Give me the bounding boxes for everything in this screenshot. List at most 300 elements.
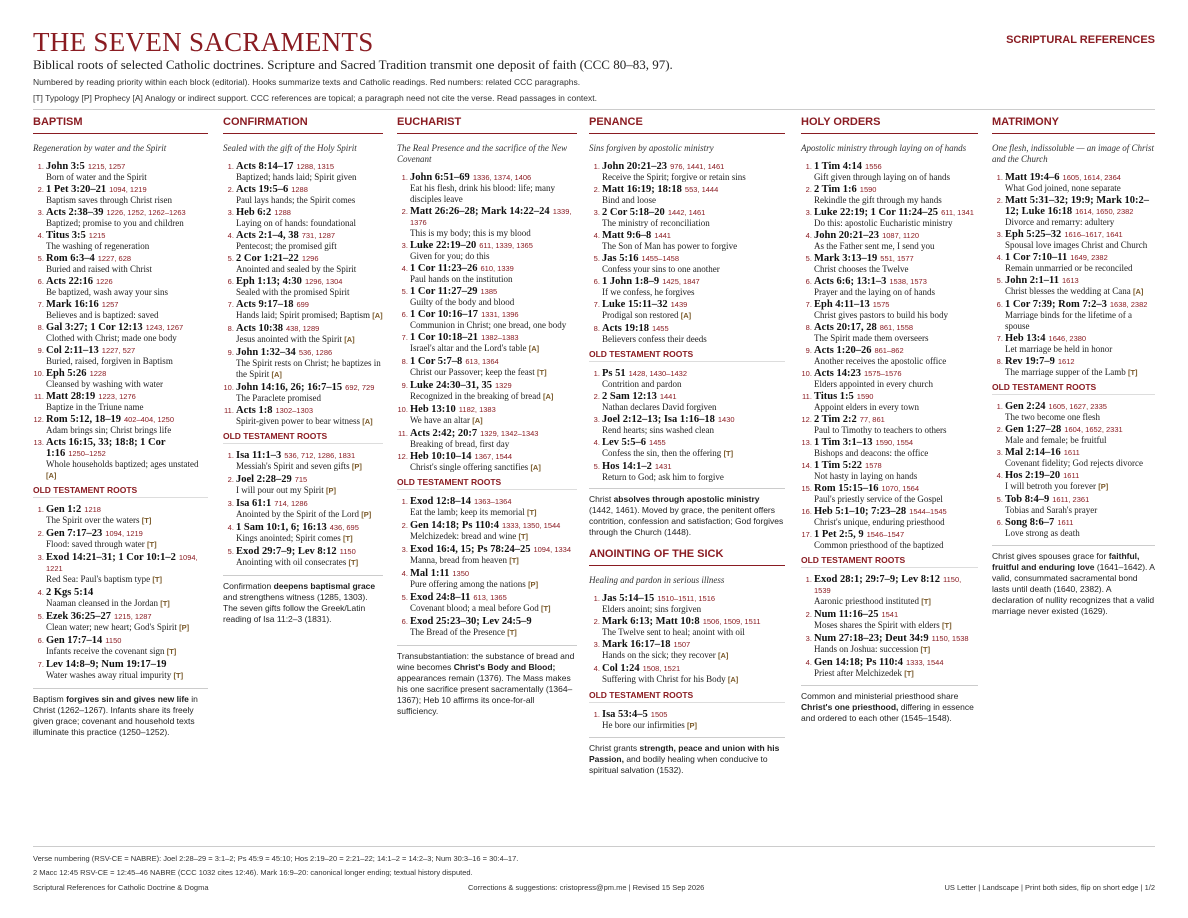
verse-ref: Eph 5:26: [46, 368, 87, 379]
reference-item: [236, 276, 383, 298]
verse-gloss: [814, 241, 978, 252]
verse-ref: Isa 61:1: [236, 498, 272, 509]
gloss-text: Pentecost; the promised gift: [236, 241, 337, 251]
sacrament-tagline: Healing and pardon in serious illness: [589, 575, 725, 585]
gloss-text: Manna, bread from heaven: [410, 555, 507, 565]
reading-tag: [T]: [173, 671, 184, 680]
verse-ref: 1 Cor 5:7–8: [410, 355, 463, 367]
gloss-text: Bind and loose: [602, 195, 656, 205]
verse-ref: 2 Kgs 5:14: [46, 587, 94, 598]
ccc-paragraphs: 1296: [301, 254, 319, 263]
verse-gloss: [236, 393, 383, 404]
verse-gloss: [46, 287, 208, 298]
reference-item: [410, 544, 577, 567]
summary-emphasis: absolves through apostolic ministry: [613, 494, 760, 504]
reference-item: [1005, 517, 1155, 539]
gloss-text: The marriage supper of the Lamb: [1005, 366, 1126, 377]
verse-ref: Titus 3:5: [46, 230, 86, 241]
verse-gloss: [46, 379, 208, 390]
reference-item: [236, 184, 383, 206]
gloss-text: Remain unmarried or be reconciled: [1005, 263, 1133, 273]
ccc-paragraphs: 611, 1339, 1365: [479, 240, 533, 250]
reading-tag: [A]: [717, 651, 729, 660]
verse-ref: 1 Tim 3:1–13: [814, 437, 873, 448]
verse-gloss: [236, 533, 383, 545]
ccc-paragraphs: 1150: [339, 547, 356, 556]
reference-item: [46, 276, 208, 298]
reference-list: [992, 401, 1155, 539]
verse-ref: Eph 1:13; 4:30: [236, 276, 302, 287]
gloss-text: Bishops and deacons: the office: [814, 448, 929, 458]
verse-ref: Exod 16:4, 15; Ps 78:24–25: [410, 544, 531, 555]
gloss-text: He bore our infirmities: [602, 719, 685, 730]
page-subtitle: Biblical roots of selected Catholic doctrines. Scripture and Sacred Tradition transmit one deposit of faith (CCC 80–83, 97).: [33, 57, 673, 72]
gloss-text: Priest after Melchizedek: [814, 667, 902, 678]
verse-gloss: [814, 356, 978, 367]
verse-gloss: [814, 494, 978, 505]
ccc-paragraphs: 1339, 1376: [410, 206, 572, 227]
legend-note: [T] Typology [P] Prophecy [A] Analogy or indirect support. CCC references are topical; a paragraph need not cite the verse. Read passages in context.: [33, 93, 597, 103]
gloss-text: Divorce and remarry: adultery: [1005, 217, 1115, 227]
verse-gloss: [236, 310, 383, 322]
reading-tag: [A]: [542, 391, 554, 401]
sacrament-column: [223, 116, 383, 625]
verse-ref: 1 Pet 3:20–21: [46, 184, 107, 195]
page-title: THE SEVEN SACRAMENTS: [33, 27, 374, 57]
gloss-text: Prodigal son restored: [602, 310, 679, 320]
verse-gloss: [236, 416, 383, 428]
ccc-paragraphs: 1215: [88, 231, 106, 240]
gloss-text: The washing of regeneration: [46, 241, 150, 251]
reference-item: [1005, 252, 1155, 274]
ccc-paragraphs: 551, 1577: [880, 254, 914, 263]
ccc-paragraphs: 1455: [651, 324, 669, 333]
reference-item: [410, 451, 577, 474]
ccc-paragraphs: 1094, 1219: [109, 185, 147, 194]
gloss-text: Cleansed by washing with water: [46, 379, 163, 389]
ccc-paragraphs: 1430: [717, 414, 735, 424]
ccc-paragraphs: 1442, 1461: [667, 208, 706, 217]
ccc-paragraphs: 1257: [101, 300, 119, 309]
verse-ref: Acts 22:16: [46, 276, 93, 287]
verse-ref: 1 Pet 2:5, 9: [814, 529, 864, 540]
gloss-text: Sealed with the promised Spirit: [236, 287, 350, 297]
verse-gloss: [1005, 344, 1155, 355]
old-testament-heading: OLD TESTAMENT ROOTS: [801, 555, 978, 568]
reference-list: [801, 161, 978, 551]
reference-item: [602, 207, 785, 229]
reference-item: [814, 276, 978, 298]
verse-gloss: [602, 264, 785, 275]
sacrament-heading: BAPTISM: [33, 116, 208, 134]
reference-item: [814, 184, 978, 206]
verse-ref: Mal 2:14–16: [1005, 447, 1061, 458]
verse-ref: 1 Cor 7:10–11: [1005, 252, 1068, 263]
verse-gloss: [236, 241, 383, 252]
reference-item: [1005, 299, 1155, 331]
verse-ref: Acts 20:17, 28: [814, 322, 877, 333]
ccc-paragraphs: 1605, 1614, 2364: [1062, 173, 1121, 182]
verse-ref: Acts 2:1–4, 38: [236, 230, 299, 241]
gloss-text: Communion in Christ; one bread, one body: [410, 319, 567, 330]
ccc-paragraphs: 1350: [452, 569, 470, 578]
gloss-text: Red Sea: Paul's baptism type: [46, 574, 151, 584]
reference-item: [236, 522, 383, 545]
verse-gloss: [1005, 458, 1155, 469]
summary-rest: (1442, 1461). Moved by grace, the penitent offers contrition, confession and satisfaction; God forgives through the Church (1448).: [589, 505, 784, 537]
ccc-paragraphs: 1612: [1057, 356, 1075, 366]
gloss-text: Flood: saved through water: [46, 539, 145, 549]
reference-item: [410, 356, 577, 379]
verse-ref: Lev 5:5–6: [602, 436, 647, 448]
verse-ref: Eph 4:11–13: [814, 299, 870, 310]
verse-gloss: [814, 448, 978, 459]
reading-tag: [T]: [166, 647, 177, 656]
verse-gloss: [236, 195, 383, 206]
old-testament-heading: OLD TESTAMENT ROOTS: [589, 349, 785, 362]
reference-item: [602, 616, 785, 638]
verse-ref: Matt 9:6–8: [602, 230, 652, 241]
verse-gloss: [814, 287, 978, 298]
ccc-paragraphs: 1227, 527: [101, 346, 136, 355]
verse-ref: Heb 6:2: [236, 207, 272, 218]
reference-item: [602, 414, 785, 436]
reference-list: [992, 172, 1155, 378]
reference-item: [602, 368, 785, 390]
reference-item: [410, 616, 577, 639]
verse-gloss: [1005, 528, 1155, 539]
gloss-text: As the Father sent me, I send you: [814, 241, 935, 251]
ccc-paragraphs: 1556: [865, 162, 882, 171]
ccc-paragraphs: 861–862: [874, 346, 904, 355]
reference-item: [46, 207, 208, 229]
verse-ref: Luke 22:19–20: [410, 239, 477, 251]
verse-ref: John 20:21–23: [814, 230, 880, 241]
gloss-text: Eat the lamb; keep its memorial: [410, 507, 525, 517]
verse-ref: Matt 19:4–6: [1005, 172, 1060, 183]
ccc-paragraphs: 1331, 1396: [481, 309, 519, 319]
verse-gloss: [46, 622, 208, 634]
ccc-paragraphs: 1296, 1304: [304, 277, 343, 286]
reference-item: [814, 414, 978, 436]
reading-tag: [P]: [686, 720, 697, 730]
reading-tag: [A]: [680, 311, 692, 320]
ccc-paragraphs: 1333, 1544: [905, 657, 944, 667]
reading-tag: [P]: [1098, 482, 1109, 491]
gloss-text: Adam brings sin; Christ brings life: [46, 425, 172, 435]
gloss-text: Christ chooses the Twelve: [814, 264, 909, 274]
sacrament-tagline: Regeneration by water and the Spirit: [33, 143, 167, 153]
verse-ref: Gen 7:17–23: [46, 528, 103, 539]
ccc-paragraphs: 1070, 1564: [881, 484, 919, 493]
gloss-text: Not hasty in laying on hands: [814, 471, 918, 481]
summary-lead: Baptism: [33, 693, 67, 704]
footer-bar: [33, 883, 1155, 892]
verse-gloss: [410, 343, 577, 355]
reference-item: [236, 253, 383, 275]
verse-gloss: [46, 598, 208, 610]
gloss-text: Be baptized, wash away your sins: [46, 287, 168, 297]
verse-gloss: [46, 670, 208, 682]
gloss-text: The Paraclete promised: [236, 392, 321, 403]
ccc-paragraphs: 1646, 2380: [1048, 333, 1087, 343]
ccc-paragraphs: 1227, 628: [97, 254, 132, 263]
verse-gloss: [410, 555, 577, 567]
ccc-paragraphs: 1215, 1257: [87, 162, 126, 171]
verse-gloss: [602, 425, 785, 436]
sacrament-column: [801, 116, 978, 724]
ccc-paragraphs: 1329: [494, 380, 512, 390]
verse-ref: Acts 9:17–18: [236, 299, 294, 310]
reference-list: [589, 368, 785, 483]
verse-gloss: [1005, 505, 1155, 516]
reading-tag: [T]: [921, 596, 931, 606]
reference-item: [410, 263, 577, 285]
verse-gloss: [1005, 310, 1155, 331]
verse-gloss: [236, 485, 383, 497]
reference-item: [410, 428, 577, 450]
verse-ref: 1 John 1:8–9: [602, 276, 660, 287]
verse-gloss: [46, 356, 208, 367]
ccc-paragraphs: 1510–1511, 1516: [657, 594, 716, 603]
sacrament-heading: ANOINTING OF THE SICK: [589, 548, 785, 566]
sacrament-summary: [589, 737, 785, 776]
reference-item: [46, 504, 208, 527]
verse-gloss: [602, 402, 785, 413]
verse-ref: Heb 10:10–14: [410, 450, 472, 462]
gloss-text: Moses shares the Spirit with elders: [814, 619, 940, 630]
gloss-text: Marriage binds for the lifetime of a spouse: [1005, 310, 1132, 331]
gloss-text: Breaking of bread, first day: [410, 438, 510, 449]
gloss-text: Christ's unique, enduring priesthood: [814, 517, 945, 527]
gloss-text: Common priesthood of the baptized: [814, 540, 944, 550]
ccc-paragraphs: 699: [296, 300, 309, 309]
sacrament-heading: PENANCE: [589, 116, 785, 134]
ccc-paragraphs: 1439: [670, 300, 688, 309]
ccc-paragraphs: 1182, 1383: [458, 404, 496, 414]
ccc-paragraphs: 1613: [1061, 276, 1079, 285]
reading-tag: [T]: [540, 604, 551, 613]
reference-item: [410, 380, 577, 403]
verse-ref: John 3:5: [46, 161, 85, 172]
ccc-paragraphs: 1506, 1509, 1511: [702, 617, 761, 626]
reference-item: [814, 368, 978, 390]
reading-tag: [A]: [362, 416, 373, 426]
gloss-text: Anointed by the Spirit of the Lord: [236, 509, 359, 519]
verse-ref: 1 Cor 10:16–17: [410, 308, 479, 320]
reference-list: [589, 709, 785, 732]
ccc-paragraphs: 613, 1365: [473, 593, 507, 602]
gloss-text: Male and female; be fruitful: [1005, 435, 1107, 445]
reference-item: [814, 574, 978, 608]
sacrament-column: [589, 116, 785, 776]
verse-ref: 2 Cor 5:18–20: [602, 207, 665, 218]
reading-tag: [T]: [904, 668, 914, 678]
reference-item: [46, 587, 208, 610]
verse-ref: Acts 19:18: [602, 323, 649, 334]
reference-item: [602, 276, 785, 298]
reference-list: [33, 161, 208, 481]
reference-item: [410, 592, 577, 615]
verse-gloss: [410, 531, 577, 543]
ccc-paragraphs: 1507: [673, 640, 691, 649]
gloss-text: Paul lays hands; the Spirit comes: [236, 195, 356, 205]
verse-gloss: [814, 195, 978, 206]
reference-item: [46, 437, 208, 481]
gloss-text: Believers confess their deeds: [602, 334, 707, 344]
gloss-text: If we confess, he forgives: [602, 287, 695, 297]
gloss-text: Jesus anointed with the Spirit: [236, 334, 342, 344]
reading-note: Numbered by reading priority within each block (editorial). Hooks summarize texts and Catholic readings. Red numbers: related CCC paragraphs.: [33, 77, 581, 87]
reference-item: [410, 568, 577, 591]
reading-tag: [T]: [343, 534, 353, 543]
verse-gloss: [410, 228, 577, 239]
reference-item: [410, 520, 577, 543]
verse-ref: Rom 6:3–4: [46, 253, 95, 264]
reference-item: [410, 332, 577, 355]
ccc-paragraphs: 1288, 1315: [296, 162, 334, 171]
reading-tag: [T]: [152, 575, 162, 584]
ccc-paragraphs: 731, 1287: [301, 231, 336, 240]
verse-gloss: [46, 310, 208, 321]
sacrament-heading: EUCHARIST: [397, 116, 577, 134]
ccc-paragraphs: 1385: [480, 286, 498, 296]
gloss-text: Given for you; do this: [410, 250, 490, 261]
verse-ref: Matt 5:31–32; 19:9; Mark 10:2–12; Luke 16:18: [1005, 195, 1150, 217]
ccc-paragraphs: 1611: [1063, 448, 1080, 457]
gloss-text: Tobias and Sarah's prayer: [1005, 505, 1098, 515]
ccc-paragraphs: 536, 1286: [298, 348, 333, 357]
reference-item: [814, 207, 978, 229]
verse-ref: Gen 17:7–14: [46, 635, 103, 646]
gloss-text: Baptized; promise to you and children: [46, 218, 184, 228]
gloss-text: Messiah's Spirit and seven gifts: [236, 461, 350, 471]
gloss-text: Clothed with Christ; made one body: [46, 333, 177, 343]
gloss-text: Hands on the sick; they recover: [602, 650, 716, 660]
ccc-paragraphs: 1223, 1276: [98, 392, 136, 401]
reading-tag: [A]: [727, 675, 739, 684]
ccc-paragraphs: 1455: [649, 437, 666, 447]
gloss-text: Christ gives pastors to build his body: [814, 310, 949, 320]
reference-item: [602, 161, 785, 183]
ccc-paragraphs: 1367, 1544: [474, 451, 513, 461]
verse-ref: Matt 26:26–28; Mark 14:22–24: [410, 205, 550, 217]
sacrament-heading: HOLY ORDERS: [801, 116, 978, 134]
reference-item: [814, 609, 978, 632]
verse-ref: Joel 2:28–29: [236, 474, 292, 485]
section-badge: SCRIPTURAL REFERENCES: [1006, 34, 1155, 46]
gloss-text: Rend hearts; sins washed clean: [602, 424, 714, 435]
verse-gloss: [46, 172, 208, 183]
verse-gloss: [46, 195, 208, 206]
ccc-paragraphs: 1505: [650, 709, 668, 719]
reference-item: [46, 414, 208, 436]
verse-gloss: [814, 668, 978, 680]
sacrament-tagline: Sealed with the gift of the Holy Spirit: [223, 143, 357, 153]
gloss-text: The Spirit made them overseers: [814, 333, 929, 343]
reference-item: [602, 461, 785, 483]
gloss-text: This is my body; this is my blood: [410, 227, 531, 238]
gloss-text: Do this: apostolic Eucharistic ministry: [814, 218, 953, 228]
summary-emphasis: strength, peace and union with his Passion,: [589, 743, 780, 764]
verse-ref: Exod 14:21–31; 1 Cor 10:1–2: [46, 552, 176, 563]
reading-tag: [A]: [472, 415, 483, 425]
verse-ref: Rom 15:15–16: [814, 483, 879, 494]
reference-item: [814, 230, 978, 252]
reference-item: [1005, 195, 1155, 228]
reading-tag: [T]: [518, 532, 529, 541]
gloss-text: The Spirit rests on Christ; he baptizes in the Spirit: [236, 358, 381, 379]
verse-gloss: [1005, 412, 1155, 423]
verse-ref: John 1:32–34: [236, 347, 296, 358]
ccc-paragraphs: 1455–1458: [641, 254, 680, 263]
reference-item: [602, 299, 785, 322]
summary-emphasis: forgives sin and gives new life: [66, 693, 189, 704]
reading-tag: [A]: [530, 462, 541, 472]
verse-ref: Acts 16:15, 33; 18:8; 1 Cor 1:16: [46, 437, 166, 459]
ccc-paragraphs: 1094, 1221: [46, 553, 198, 573]
verse-gloss: [1005, 183, 1155, 194]
verse-gloss: [602, 674, 785, 686]
ccc-paragraphs: 976, 1441, 1461: [670, 162, 725, 171]
gloss-text: The Twelve sent to heal; anoint with oil: [602, 627, 745, 637]
summary-lead: Confirmation: [223, 580, 274, 591]
ccc-paragraphs: 1150, 1539: [814, 574, 962, 595]
verse-gloss: [236, 461, 383, 473]
verse-gloss: [410, 462, 577, 474]
verse-gloss: [46, 425, 208, 436]
sacrament-column: [397, 116, 577, 717]
ccc-paragraphs: 1441: [654, 231, 671, 240]
ccc-paragraphs: 1150: [105, 636, 122, 645]
reading-tag: [A]: [1132, 287, 1144, 296]
ccc-paragraphs: 1094, 1219: [105, 529, 143, 538]
gloss-text: I will betroth you forever: [1005, 481, 1096, 491]
gloss-text: Appoint elders in every town: [814, 402, 919, 412]
verse-ref: Exod 25:23–30; Lev 24:5–9: [410, 616, 532, 627]
verse-ref: Ezek 36:25–27: [46, 611, 112, 622]
verse-ref: Acts 19:5–6: [236, 184, 289, 195]
ccc-paragraphs: 1605, 1627, 2335: [1048, 402, 1107, 411]
ccc-paragraphs: 438, 1289: [285, 324, 320, 333]
verse-ref: Hos 2:19–20: [1005, 470, 1061, 481]
reading-tag: [A]: [372, 311, 383, 320]
verse-gloss: [1005, 286, 1155, 298]
verse-ref: Gen 1:2: [46, 504, 82, 515]
reference-item: [236, 230, 383, 252]
verse-ref: Gen 14:18; Ps 110:4: [410, 520, 499, 531]
verse-gloss: [814, 540, 978, 551]
gloss-text: Laying on of hands: foundational: [236, 218, 356, 228]
verse-ref: Isa 11:1–3: [236, 450, 282, 461]
old-testament-heading: OLD TESTAMENT ROOTS: [589, 690, 785, 703]
gloss-text: Love strong as death: [1005, 528, 1080, 538]
gloss-text: Elders appointed in every church: [814, 379, 933, 389]
verse-gloss: [1005, 240, 1155, 251]
reference-item: [1005, 172, 1155, 194]
reading-tag: [P]: [361, 510, 372, 519]
ccc-paragraphs: 1441: [659, 391, 677, 401]
reference-item: [602, 184, 785, 206]
reading-tag: [T]: [723, 448, 734, 458]
ccc-paragraphs: 1431: [654, 461, 672, 471]
sacrament-summary: [397, 645, 577, 717]
verse-gloss: [236, 358, 383, 380]
ccc-paragraphs: 1578: [865, 461, 882, 470]
reading-tag: [A]: [271, 369, 282, 379]
verse-gloss: [602, 627, 785, 638]
sacrament-tagline: Sins forgiven by apostolic ministry: [589, 143, 714, 153]
